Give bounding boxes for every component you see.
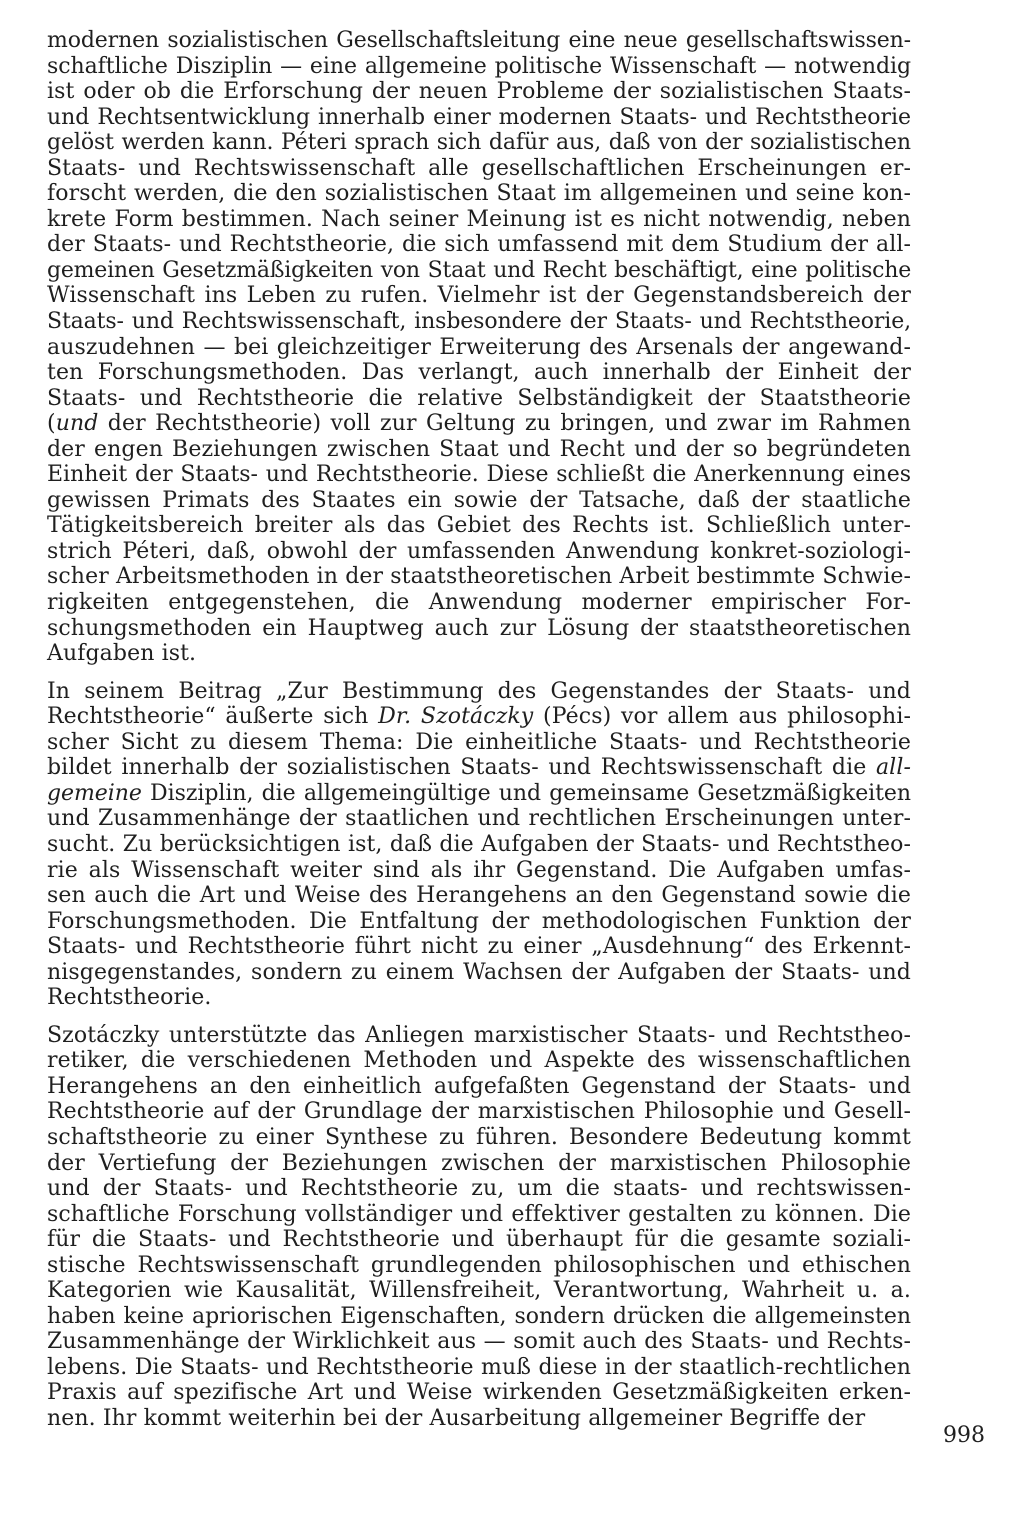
text-line: haben keine apriorischen Eigenschaften, sondern drücken die allgemeinsten (47, 1303, 911, 1329)
text-line: Forschungsmethoden. Die Entfaltung der methodologischen Funktion der (47, 908, 911, 934)
text-line: Einheit der Staats- und Rechtstheorie. Diese schließt die Anerkennung eines (47, 462, 911, 488)
text-line: forscht werden, die den sozialistischen Staat im allgemeinen und seine kon- (47, 181, 911, 207)
text-line: Kategorien wie Kausalität, Willensfreiheit, Verantwortung, Wahrheit u. a. (47, 1278, 911, 1304)
text-line: ist oder ob die Erforschung der neuen Probleme der sozialistischen Staats- (47, 79, 911, 105)
text-line: modernen sozialistischen Gesellschaftsleitung eine neue gesellschaftswissen- (47, 28, 911, 53)
text-line: sen auch die Art und Weise des Herangehens an den Gegenstand sowie die (47, 883, 911, 909)
paragraph (47, 679, 911, 1011)
text-line: lebens. Die Staats- und Rechtstheorie muß diese in der staatlich-rechtlichen (47, 1354, 911, 1380)
text-line: bildet innerhalb der sozialistischen Staats- und Rechtswissenschaft die all- (47, 755, 911, 781)
text-line: Staats- und Rechtswissenschaft, insbesondere der Staats- und Rechtstheorie, (47, 309, 911, 335)
emphasis: gemeine (47, 780, 142, 806)
text-line: Staats- und Rechtstheorie führt nicht zu einer „Ausdehnung“ des Erkennt- (47, 934, 911, 960)
text-line: schaftliche Disziplin — eine allgemeine politische Wissenschaft — notwendig (47, 53, 911, 79)
paragraph (47, 1023, 911, 1432)
paragraph (47, 28, 911, 667)
text-line: schaftliche Forschung vollständiger und effektiver gestalten zu können. Die (47, 1201, 911, 1227)
text-line: In seinem Beitrag „Zur Bestimmung des Gegenstandes der Staats- und (47, 678, 911, 704)
text-line: und der Staats- und Rechtstheorie zu, um die staats- und rechtswissen- (47, 1176, 911, 1202)
text-line: Rechtstheorie auf der Grundlage der marxistischen Philosophie und Gesell- (47, 1099, 911, 1125)
text-line: retiker, die verschiedenen Methoden und Aspekte des wissenschaftlichen (47, 1048, 911, 1074)
text-line: sucht. Zu berücksichtigen ist, daß die Aufgaben der Staats- und Rechtstheo- (47, 831, 911, 857)
text-line: für die Staats- und Rechtstheorie und überhaupt für die gesamte soziali- (47, 1227, 911, 1253)
text-line: Szotáczky unterstützte das Anliegen marxistischer Staats- und Rechtstheo- (47, 1022, 911, 1048)
text-line: nen. Ihr kommt weiterhin bei der Ausarbeitung allgemeiner Begriffe der (47, 1405, 866, 1431)
emphasis: und (55, 411, 99, 437)
text-line: nisgegenstandes, sondern zu einem Wachsen der Aufgaben der Staats- und (47, 959, 911, 985)
text-line: der Staats- und Rechtstheorie, die sich umfassend mit dem Studium der all- (47, 232, 911, 258)
text-line: gemeine Disziplin, die allgemeingültige und gemeinsame Gesetzmäßigkeiten (47, 780, 911, 806)
text-line: (und der Rechtstheorie) voll zur Geltung zu bringen, und zwar im Rahmen (47, 411, 911, 437)
text-line: und Rechtsentwicklung innerhalb einer modernen Staats- und Rechtstheorie (47, 104, 911, 130)
text-line: gelöst werden kann. Péteri sprach sich dafür aus, daß von der sozialistischen (47, 130, 911, 156)
text-line: der engen Beziehungen zwischen Staat und Recht und der so begründeten (47, 436, 911, 462)
text-line: scher Arbeitsmethoden in der staatstheoretischen Arbeit bestimmte Schwie- (47, 564, 911, 590)
text-line: scher Sicht zu diesem Thema: Die einheitliche Staats- und Rechtstheorie (47, 729, 911, 755)
text-line: gemeinen Gesetzmäßigkeiten von Staat und Recht beschäftigt, eine politische (47, 257, 911, 283)
text-line: rie als Wissenschaft weiter sind als ihr Gegenstand. Die Aufgaben umfas- (47, 857, 911, 883)
text-line: schaftstheorie zu einer Synthese zu führen. Besondere Bedeutung kommt (47, 1124, 911, 1150)
text-line: krete Form bestimmen. Nach seiner Meinung ist es nicht notwendig, neben (47, 206, 911, 232)
text-column (47, 28, 911, 1432)
text-line: stische Rechtswissenschaft grundlegenden philosophischen und ethischen (47, 1252, 911, 1278)
text-line: Tätigkeitsbereich breiter als das Gebiet des Rechts ist. Schließlich unter- (47, 513, 911, 539)
text-line: Staats- und Rechtstheorie die relative Selbständigkeit der Staatstheorie (47, 385, 911, 411)
page-number: 998 (943, 1423, 985, 1448)
text-line: strich Péteri, daß, obwohl der umfassenden Anwendung konkret-soziologi- (47, 538, 911, 564)
text-line: Rechtstheorie. (47, 985, 212, 1011)
text-line: gewissen Primats des Staates ein sowie der Tatsache, daß der staatliche (47, 487, 911, 513)
paragraph-gap (47, 1011, 911, 1023)
text-line: Wissenschaft ins Leben zu rufen. Vielmehr ist der Gegenstandsbereich der (47, 283, 911, 309)
text-line: ten Forschungsmethoden. Das verlangt, auch innerhalb der Einheit der (47, 360, 911, 386)
text-line: und Zusammenhänge der staatlichen und rechtlichen Erscheinungen unter- (47, 806, 911, 832)
text-line: rigkeiten entgegenstehen, die Anwendung moderner empirischer For- (47, 590, 911, 616)
text-line: der Vertiefung der Beziehungen zwischen der marxistischen Philosophie (47, 1150, 911, 1176)
emphasis: Dr. Szotáczky (378, 704, 534, 730)
text-line: schungsmethoden ein Hauptweg auch zur Lösung der staatstheoretischen (47, 615, 911, 641)
text-line: Staats- und Rechtswissenschaft alle gesellschaftlichen Erscheinungen er- (47, 155, 911, 181)
text-line: Rechtstheorie“ äußerte sich Dr. Szotáczky (Pécs) vor allem aus philosophi- (47, 704, 911, 730)
emphasis: all- (875, 755, 911, 781)
page-body (47, 28, 911, 1432)
text-line: Zusammenhänge der Wirklichkeit aus — somit auch des Staats- und Rechts- (47, 1329, 911, 1355)
text-line: Aufgaben ist. (47, 641, 197, 667)
paragraph-gap (47, 667, 911, 679)
text-line: auszudehnen — bei gleichzeitiger Erweiterung des Arsenals der angewand- (47, 334, 911, 360)
text-line: Praxis auf spezifische Art und Weise wirkenden Gesetzmäßigkeiten erken- (47, 1380, 911, 1406)
text-line: Herangehens an den einheitlich aufgefaßten Gegenstand der Staats- und (47, 1073, 911, 1099)
